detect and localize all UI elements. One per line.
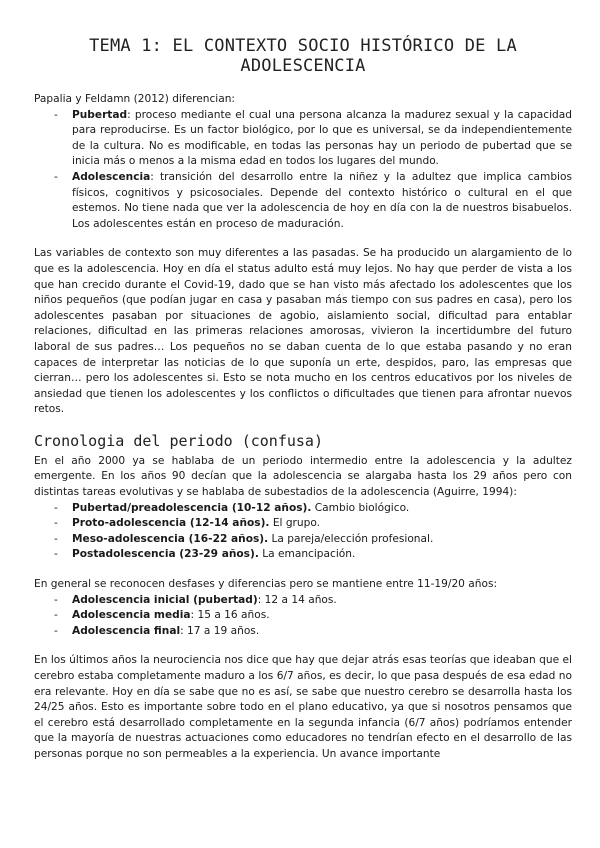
stage-text: La emancipación. [258,548,356,561]
chronology-paragraph: En el año 2000 ya se hablaba de un periodo intermedio entre la adolescencia y la adultez emergente. En los años 90 decían que la adolescencia se alargaba hasta los 29 años pero con distintas tareas evolutivas y se hablaba de subestadios de la adolescencia (Aguirre, 1994): [34,454,572,499]
phase-item [72,608,572,624]
phase-item [72,624,572,640]
phase-term: Adolescencia media [72,609,191,622]
definition-term: Pubertad [72,108,128,121]
general-paragraph: En general se reconocen desfases y diferencias pero se mantiene entre 11-19/20 años: [34,578,498,591]
phase-text: : 17 a 19 años. [180,624,260,637]
intro-text: Papalia y Feldamn (2012) diferencian: [34,93,236,105]
definition-item-pubertad [72,108,572,170]
phase-text: : 12 a 14 años. [257,593,337,606]
phase-term: Adolescencia inicial (pubertad) [72,593,258,606]
stage-text: La pareja/elección profesional. [268,532,434,545]
stage-term: Postadolescencia (23-29 años). [72,548,259,561]
stage-item [72,501,572,517]
stage-item [72,516,572,532]
definition-item-adolescencia [72,170,572,232]
stage-text: Cambio biológico. [311,501,410,514]
stage-term: Pubertad/preadolescencia (10-12 años). [72,501,312,514]
stage-term: Proto-adolescencia (12-14 años). [72,517,270,530]
stage-item [72,547,572,563]
stage-term: Meso-adolescencia (16-22 años). [72,532,269,545]
phase-item [72,593,572,609]
definitions-list [34,108,572,233]
phases-list [34,593,572,640]
phase-text: : 15 a 16 años. [190,609,270,622]
stages-list [34,501,572,563]
definition-term: Adolescencia [72,170,151,183]
stage-text: El grupo. [269,517,321,530]
section-heading: Cronologia del periodo (confusa) [34,431,323,450]
definition-text: : transición del desarrollo entre la niñez y la adultez que implica cambios físicos, cognitivos y psicosociales. Depende del contexto histórico o cultural en el que estemos. No tiene nada que ver la adolescencia de hoy en día con la de nuestros bisabuelos. Los adolescentes están en proceso de maduración. [72,170,572,230]
page-title: TEMA 1: EL CONTEXTO SOCIO HISTÓRICO DE LA ADOLESCENCIA [89,36,517,76]
definition-text: : proceso mediante el cual una persona alcanza la madurez sexual y la capacidad para reproducirse. Es un factor biológico, por lo que es universal, se da independientemente de la cultura. No es modificable, en todas las personas hay un periodo de pubertad que se inicia más o menos a la misma edad en todos los lugares del mundo. [72,108,572,168]
stage-item [72,532,572,548]
context-paragraph: Las variables de contexto son muy diferentes a las pasadas. Se ha producido un alargamiento de lo que es la adolescencia. Hoy en día el status adulto está muy lejos. No hay que perder de vista a los que han crecido durante el Covid-19, dado que se han visto más afectado los adolescentes que los niños pequeños (que podían jugar en casa y pasaban más tiempo con sus padres en casa), pero los adolescentes pasaban por situaciones de agobio, aislamiento social, dificultad para entablar relaciones, dificultad en las primeras relaciones amorosas, vivieron la incertidumbre del futuro laboral de sus padres… Los pequeños no se daban cuenta de lo que estaba pasando y no eran capaces de interpretar las noticias de lo que suponía un erte, despidos, paro, las empresas que cierran… pero los adolescentes si. Esto se nota mucho en los centros educativos por los niveles de ansiedad que tienen los adolescentes y los conflictos o dificultades que tienen para afrontar nuevos retos. [34,247,572,416]
document-page [34,36,572,763]
phase-term: Adolescencia final [72,624,181,637]
neuro-paragraph: En los últimos años la neurociencia nos dice que hay que dejar atrás esas teorías que ideaban que el cerebro estaba completamente maduro a los 6/7 años, es decir, lo que pasa después de esa edad no era relevante. Hoy en día se sabe que no es así, se sabe que nuestro cerebro se desarrolla hasta los 24/25 años. Esto es importante sobre todo en el plano educativo, ya que si nosotros pensamos que el cerebro está desarrollado completamente en la segunda infancia (6/7 años) podríamos entender que la mayoría de nuestras actuaciones como educadores no tendrían efecto en el desarrollo de las personas porque no son permeables a la experiencia. Un avance importante [34,654,572,760]
